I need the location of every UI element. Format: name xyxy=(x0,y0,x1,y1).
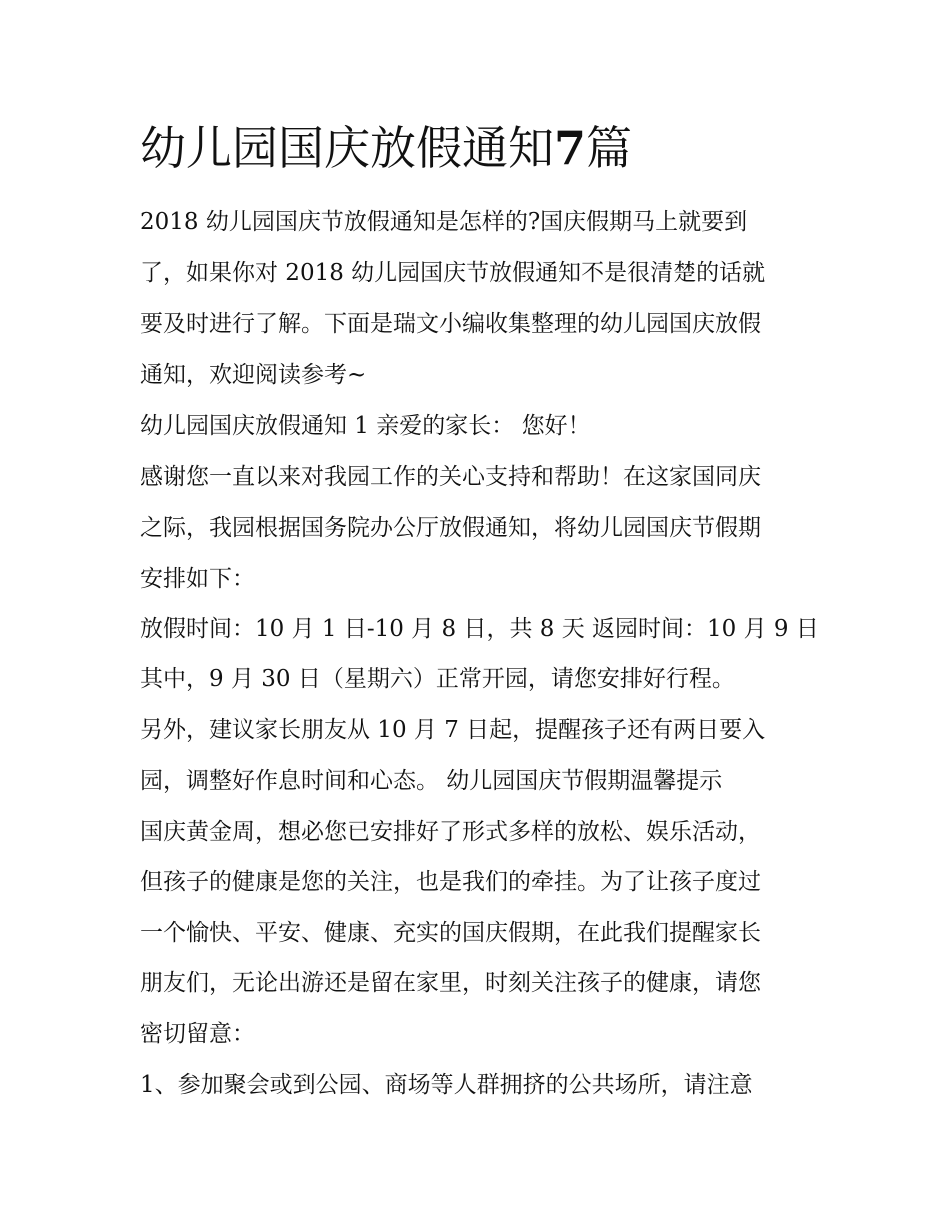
title-suffix: 篇 xyxy=(586,121,633,175)
title-text: 幼儿园国庆放假通知 xyxy=(140,121,554,175)
document-title xyxy=(140,118,632,178)
body-line: 密切留意： xyxy=(140,1021,255,1047)
body-line: 园，调整好作息时间和心态。 幼儿园国庆节假期温馨提示 xyxy=(140,768,723,794)
body-line: 但孩子的健康是您的关注，也是我们的牵挂。为了让孩子度过 xyxy=(140,869,761,895)
body-line: 一个愉快、平安、健康、充实的国庆假期，在此我们提醒家长 xyxy=(140,920,761,946)
body-line: 了，如果你对 2018 幼儿园国庆节放假通知不是很清楚的话就 xyxy=(140,260,766,286)
body-line: 1、参加聚会或到公园、商场等人群拥挤的公共场所，请注意 xyxy=(140,1072,753,1098)
body-line: 2018 幼儿园国庆节放假通知是怎样的?国庆假期马上就要到 xyxy=(140,209,748,235)
body-line: 放假时间：10 月 1 日-10 月 8 日，共 8 天 返园时间：10 月 9 日 xyxy=(140,616,819,642)
body-line: 要及时进行了解。下面是瑞文小编收集整理的幼儿园国庆放假 xyxy=(140,311,761,337)
body-line: 安排如下： xyxy=(140,566,255,592)
body-line: 国庆黄金周，想必您已安排好了形式多样的放松、娱乐活动， xyxy=(140,819,761,845)
body-line: 朋友们，无论出游还是留在家里，时刻关注孩子的健康，请您 xyxy=(140,970,761,996)
body-line: 另外，建议家长朋友从 10 月 7 日起，提醒孩子还有两日要入 xyxy=(140,717,766,743)
body-line: 之际，我园根据国务院办公厅放假通知，将幼儿园国庆节假期 xyxy=(140,515,761,541)
body-line: 其中，9 月 30 日（星期六）正常开园，请您安排好行程。 xyxy=(140,666,735,692)
body-line: 感谢您一直以来对我园工作的关心支持和帮助！在这家国同庆 xyxy=(140,464,761,490)
title-number: 7 xyxy=(554,121,587,175)
body-line: 幼儿园国庆放假通知 1 亲爱的家长： 您好！ xyxy=(140,413,591,439)
body-line: 通知，欢迎阅读参考~ xyxy=(140,362,367,388)
